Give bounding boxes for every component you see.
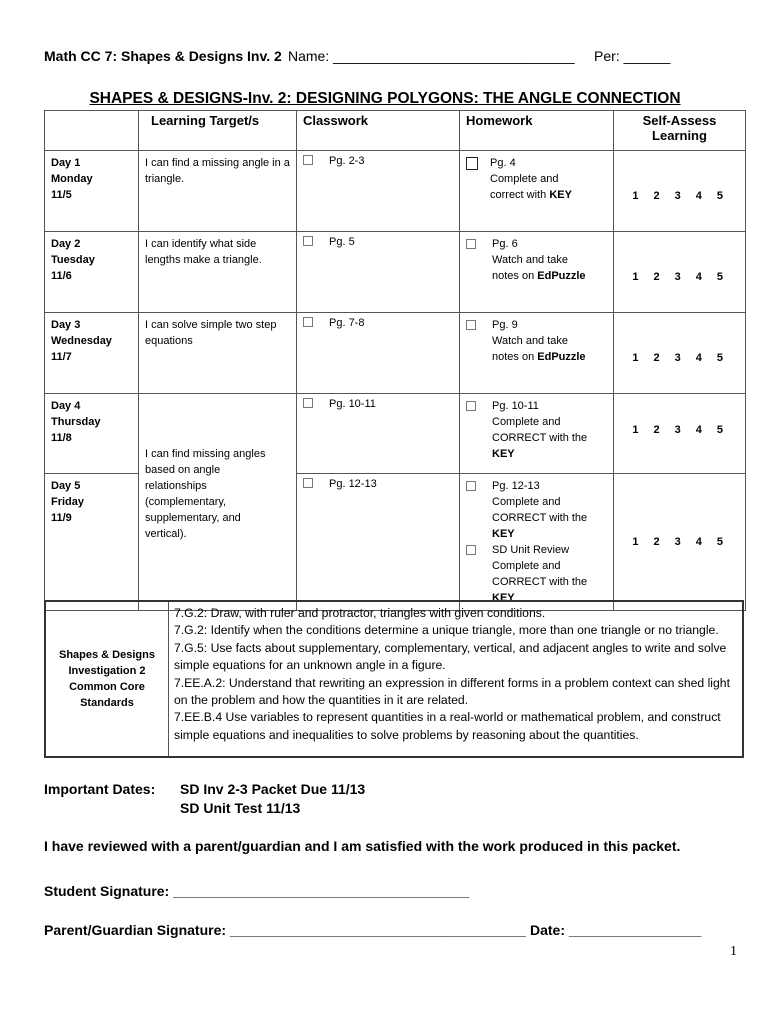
rating-5[interactable]: 5 (716, 352, 723, 364)
homework-instruction: Complete and (492, 496, 561, 508)
course-title: Math CC 7: Shapes & Designs Inv. 2 (44, 48, 282, 64)
classwork-checkbox[interactable] (303, 317, 313, 327)
rating-2[interactable]: 2 (653, 190, 660, 202)
homework-cell (460, 151, 614, 232)
classwork-checkbox[interactable] (303, 236, 313, 246)
standard-item: 7.EE.B.4 Use variables to represent quantities in a real-world or mathematical problem, and construct simple equations and inequalities to solve problems by reasoning about the quantities. (174, 710, 721, 742)
day-number: Day 4 (51, 400, 81, 412)
standard-item: 7.G.2: Draw, with ruler and protractor, triangles with given conditions. (174, 606, 546, 620)
date-field[interactable]: Date: _________________ (530, 922, 702, 938)
rating-scale (620, 190, 739, 202)
homework-checkbox[interactable] (466, 401, 476, 411)
classwork-cell (297, 394, 460, 474)
review-statement: I have reviewed with a parent/guardian and I am satisfied with the work produced in this packet. (44, 838, 681, 854)
period-field[interactable]: Per: ______ (594, 48, 671, 64)
rating-1[interactable]: 1 (632, 190, 639, 202)
homework-instruction: notes on (492, 351, 535, 363)
self-assess-cell (614, 232, 746, 313)
page-title: SHAPES & DESIGNS-Inv. 2: DESIGNING POLYGONS: THE ANGLE CONNECTION (89, 90, 681, 107)
day-cell (45, 151, 139, 232)
rating-4[interactable]: 4 (695, 424, 702, 436)
classwork-text: Pg. 12-13 (329, 478, 377, 490)
unit-review-key: KEY (492, 592, 515, 604)
homework-page: Pg. 4 (490, 157, 516, 169)
classwork-text: Pg. 10-11 (329, 398, 376, 410)
homework-cell (460, 313, 614, 394)
schedule-table (44, 110, 746, 611)
homework-instruction: Complete and (492, 416, 561, 428)
classwork-checkbox[interactable] (303, 155, 313, 165)
standard-item: 7.G.5: Use facts about supplementary, complementary, vertical, and adjacent angles to write and solve simple equations for an unknown angle in a figure. (174, 640, 727, 673)
table-header-row (45, 111, 746, 151)
day-weekday: Thursday (51, 416, 101, 428)
rating-scale (620, 424, 739, 436)
important-dates-label: Important Dates: (44, 781, 156, 797)
header-classwork: Classwork (297, 111, 460, 151)
day-weekday: Monday (51, 173, 93, 185)
table-row (45, 151, 746, 232)
rating-scale (620, 352, 739, 364)
day-number: Day 2 (51, 238, 81, 250)
rating-4[interactable]: 4 (695, 190, 702, 202)
self-assess-cell (614, 474, 746, 611)
rating-2[interactable]: 2 (653, 424, 660, 436)
classwork-cell (297, 313, 460, 394)
day-weekday: Friday (51, 496, 85, 508)
homework-instruction: Watch and take (492, 335, 569, 347)
header-self-assess (614, 111, 746, 151)
homework-page: Pg. 10-11 (492, 400, 539, 412)
classwork-cell (297, 474, 460, 611)
homework-page: Pg. 12-13 (492, 480, 540, 492)
day-cell (45, 313, 139, 394)
standards-box (44, 600, 744, 758)
day-weekday: Tuesday (51, 254, 95, 266)
homework-edpuzzle: EdPuzzle (537, 270, 586, 282)
standard-item: 7.G.2: Identify when the conditions determine a unique triangle, more than one triangle or no triangle. (174, 623, 719, 638)
self-assess-line2: Learning (652, 128, 707, 143)
homework-page: Pg. 9 (492, 319, 518, 331)
classwork-checkbox[interactable] (303, 398, 313, 408)
rating-3[interactable]: 3 (674, 271, 681, 283)
rating-5[interactable]: 5 (716, 536, 723, 548)
table-row (45, 394, 746, 474)
homework-instruction: Watch and take (492, 254, 569, 266)
classwork-cell (297, 151, 460, 232)
rating-5[interactable]: 5 (716, 190, 723, 202)
standards-label-line: Common Core (69, 681, 145, 693)
unit-review-instruction: Complete and (492, 560, 561, 572)
standards-label-line: Standards (80, 697, 134, 709)
homework-edpuzzle: EdPuzzle (537, 351, 586, 363)
page-number: 1 (730, 944, 737, 959)
homework-instruction: notes on (492, 270, 535, 282)
classwork-text: Pg. 7-8 (329, 317, 365, 329)
rating-4[interactable]: 4 (695, 271, 702, 283)
rating-2[interactable]: 2 (653, 352, 660, 364)
homework-checkbox[interactable] (466, 481, 476, 491)
classwork-checkbox[interactable] (303, 478, 313, 488)
self-assess-cell (614, 151, 746, 232)
homework-cell (460, 474, 614, 611)
homework-instruction: CORRECT with the (492, 432, 588, 444)
rating-1[interactable]: 1 (632, 352, 639, 364)
unit-review-title: SD Unit Review (492, 544, 570, 556)
rating-2[interactable]: 2 (653, 536, 660, 548)
rating-4[interactable]: 4 (695, 352, 702, 364)
classwork-text: Pg. 2-3 (329, 155, 365, 167)
homework-cell (460, 232, 614, 313)
rating-scale (620, 536, 739, 548)
rating-1[interactable]: 1 (632, 424, 639, 436)
header-learning-target: Learning Target/s (139, 111, 297, 151)
rating-scale (620, 271, 739, 283)
day-number: Day 1 (51, 157, 81, 169)
unit-review-checkbox[interactable] (466, 545, 476, 555)
classwork-cell (297, 232, 460, 313)
self-assess-cell (614, 313, 746, 394)
homework-key: KEY (492, 448, 515, 460)
day-number: Day 3 (51, 319, 81, 331)
homework-key: KEY (492, 528, 515, 540)
homework-instruction: correct with (490, 189, 547, 201)
self-assess-cell (614, 394, 746, 474)
homework-page: Pg. 6 (492, 238, 518, 250)
learning-target-cell-merged: I can find missing angles based on angle relationships (complementary, supplementary, and vertical). (139, 394, 297, 611)
rating-1[interactable]: 1 (632, 271, 639, 283)
parent-signature-field[interactable]: Parent/Guardian Signature: ______________________________________ (44, 922, 526, 938)
unit-review-instruction: CORRECT with the (492, 576, 588, 588)
standards-label (46, 602, 169, 756)
homework-cell (460, 394, 614, 474)
rating-1[interactable]: 1 (632, 536, 639, 548)
table-row (45, 313, 746, 394)
homework-checkbox[interactable] (466, 239, 476, 249)
day-cell (45, 394, 139, 474)
homework-key: KEY (549, 189, 572, 201)
rating-3[interactable]: 3 (674, 190, 681, 202)
homework-checkbox[interactable] (466, 320, 476, 330)
day-date: 11/9 (51, 512, 72, 524)
header-homework: Homework (460, 111, 614, 151)
standards-label-line: Shapes & Designs (59, 649, 155, 661)
day-date: 11/7 (51, 351, 72, 363)
self-assess-line1: Self-Assess (642, 113, 717, 128)
rating-2[interactable]: 2 (653, 271, 660, 283)
important-date-item: SD Unit Test 11/13 (180, 800, 301, 816)
day-number: Day 5 (51, 480, 81, 492)
learning-target-cell: I can find a missing angle in a triangle. (139, 151, 297, 232)
learning-target-cell: I can identify what side lengths make a triangle. (139, 232, 297, 313)
rating-3[interactable]: 3 (674, 352, 681, 364)
learning-target-cell: I can solve simple two step equations (139, 313, 297, 394)
header-day (45, 111, 139, 151)
standard-item: 7.EE.A.2: Understand that rewriting an expression in different forms in a problem context can shed light on the problem and how the quantities in it are related. (174, 675, 730, 708)
standards-label-line: Investigation 2 (68, 665, 146, 677)
student-signature-field[interactable]: Student Signature: ______________________________________ (44, 883, 469, 899)
important-date-item: SD Inv 2-3 Packet Due 11/13 (180, 781, 366, 797)
homework-instruction: CORRECT with the (492, 512, 588, 524)
day-date: 11/5 (51, 189, 72, 201)
homework-instruction: Complete and (490, 173, 559, 185)
day-cell (45, 474, 139, 611)
rating-3[interactable]: 3 (674, 536, 681, 548)
day-cell (45, 232, 139, 313)
standards-text (174, 605, 739, 744)
classwork-text: Pg. 5 (329, 236, 355, 248)
day-date: 11/8 (51, 432, 72, 444)
day-date: 11/6 (51, 270, 72, 282)
rating-3[interactable]: 3 (674, 424, 681, 436)
name-field[interactable]: Name: _______________________________ (288, 48, 575, 64)
homework-checkbox[interactable] (466, 157, 478, 170)
rating-4[interactable]: 4 (695, 536, 702, 548)
table-row (45, 232, 746, 313)
rating-5[interactable]: 5 (716, 424, 723, 436)
day-weekday: Wednesday (51, 335, 112, 347)
rating-5[interactable]: 5 (716, 271, 723, 283)
